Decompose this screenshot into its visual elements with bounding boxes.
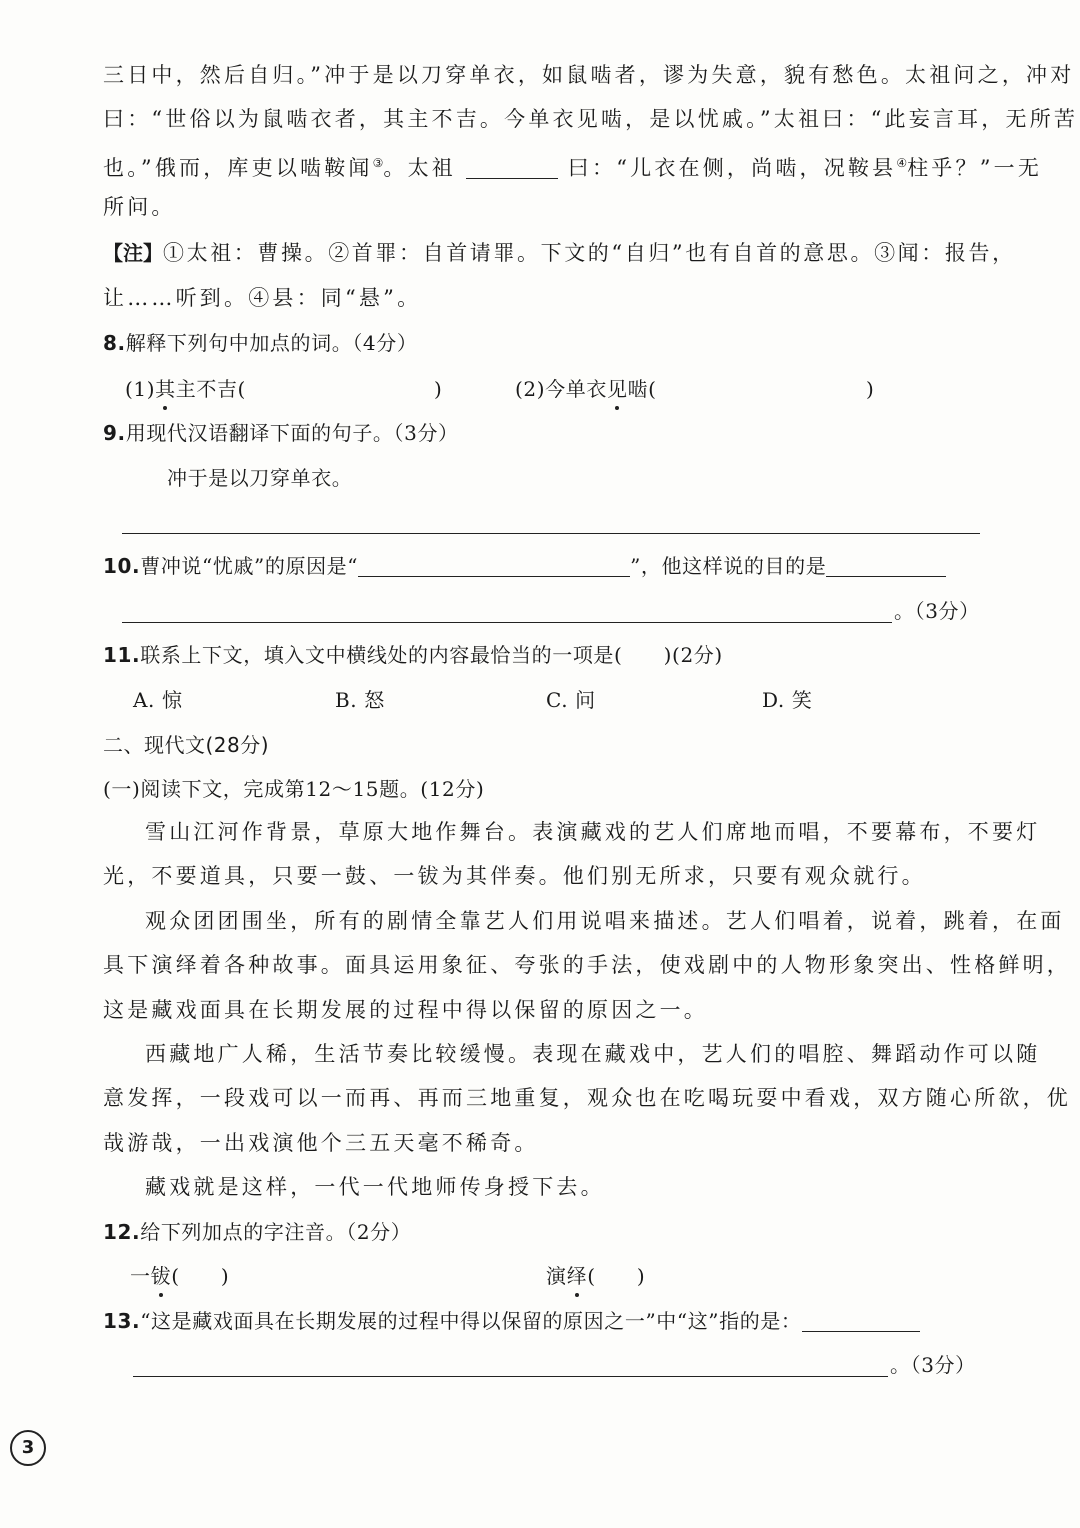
option-d[interactable]: D. 笑 [762,688,813,712]
q8-item1-close: ) [434,377,443,401]
q8-item2-close: ) [866,377,875,401]
passage1-line2: 曰：“世俗以为鼠啮衣者，其主不吉。今单衣见啮，是以忧戚。”太祖曰：“此妄言耳，无所苦 [103,107,1079,131]
page-number: 3 [10,1430,46,1466]
question-12-text: 给下列加点的字注音。（2分） [140,1220,412,1244]
option-b[interactable]: B. 怒 [335,688,385,712]
footnote-ref-3: ③ [372,156,384,170]
q8-item1-post: 主不吉( [175,377,246,401]
q12-item1-pre: 一 [130,1264,151,1288]
passage1-fill-blank[interactable] [466,156,558,179]
question-10-number: 10. [103,554,141,578]
passage2-p2-line3: 这是藏戏面具在长期发展的过程中得以保留的原因之一。 [103,998,708,1022]
passage1-line1: 三日中，然后自归。”冲于是以刀穿单衣，如鼠啮者，谬为失意，貌有愁色。太祖问之，冲对 [103,63,1075,87]
question-13-text: “这是藏戏面具在长期发展的过程中得以保留的原因之一”中“这”指的是： [140,1309,802,1333]
section2-title: 二、现代文(28分) [103,733,270,757]
passage2-p2-line1: 观众团团围坐，所有的剧情全靠艺人们用说唱来描述。艺人们唱着，说着，跳着，在面 [145,909,1065,933]
q8-item1-dotted: 其 [155,374,176,404]
question-10-text-a: 曹冲说“忧戚”的原因是“ [140,554,359,578]
passage1-line3 [103,148,1043,180]
question-11 [103,640,983,670]
note-label: 【注】 [103,241,163,265]
footnote-ref-4: ④ [896,156,908,170]
q13-blank[interactable] [802,1309,920,1332]
q10-blank-purpose[interactable] [826,554,946,577]
q8-item1-pre: (1) [125,377,156,401]
q8-item2-dotted: 见 [607,374,628,404]
note-text1: ①太祖：曹操。②首罪：自首请罪。下文的“自归”也有自首的意思。③闻：报告， [163,241,1016,265]
question-9-number: 9. [103,421,126,445]
passage1-line4: 所问。 [103,195,176,219]
question-11-number: 11. [103,643,141,667]
passage1-line3d: 柱乎？”一无 [907,156,1043,180]
passage2-p2-line2: 具下演绎着各种故事。面具运用象征、夸张的手法，使戏剧中的人物形象突出、性格鲜明， [103,953,1071,977]
question-12-number: 12. [103,1220,141,1244]
q10-answer-line[interactable] [122,622,892,623]
question-13 [103,1306,983,1336]
question-13-points: 。（3分） [890,1353,976,1377]
q9-answer-line[interactable] [122,533,980,534]
note-line2: 让……听到。④县：同“悬”。 [103,286,422,310]
question-8-text: 解释下列句中加点的词。（4分） [125,331,418,355]
question-8-item2 [515,374,815,404]
question-9 [103,418,983,448]
section2-subtitle: (一)阅读下文，完成第12～15题。(12分) [103,777,485,801]
q12-item1-dotted: 钹 [151,1261,172,1291]
q13-answer-line[interactable] [133,1376,888,1377]
question-11-text: 联系上下文，填入文中横线处的内容最恰当的一项是( )(2分) [140,643,723,667]
question-9-sentence: 冲于是以刀穿单衣。 [167,466,353,490]
passage2-p1-line2: 光，不要道具，只要一鼓、一钹为其伴奏。他们别无所求，只要有观众就行。 [103,864,926,888]
q8-item2-post: 啮( [627,377,657,401]
passage2-p1-line1: 雪山江河作背景，草原大地作舞台。表演藏戏的艺人们席地而唱，不要幕布，不要灯 [145,820,1041,844]
question-10-text-b: ”，他这样说的目的是 [630,554,827,578]
option-a[interactable]: A. 惊 [133,688,183,712]
q12-item1 [130,1261,330,1291]
question-13-number: 13. [103,1309,141,1333]
passage1-line3b: 。太祖 [383,156,457,180]
question-8-number: 8. [103,331,126,355]
q8-item2-pre: (2)今单衣 [515,377,607,401]
question-10 [103,551,983,581]
option-c[interactable]: C. 问 [546,688,596,712]
question-8 [103,328,983,358]
q10-blank-reason[interactable] [358,554,630,577]
passage2-p3-line2: 意发挥，一段戏可以一而再、再而三地重复，观众也在吃喝玩耍中看戏，双方随心所欲，优 [103,1086,1071,1110]
q12-item2-dotted: 绎 [567,1261,588,1291]
q12-item2-post: ( ) [587,1264,646,1288]
passage2-p3-line1: 西藏地广人稀，生活节奏比较缓慢。表现在藏戏中，艺人们的唱腔、舞蹈动作可以随 [145,1042,1041,1066]
note-line1 [103,238,1016,268]
passage2-p4: 藏戏就是这样，一代一代地师传身授下去。 [145,1175,605,1199]
q12-item1-post: ( ) [171,1264,230,1288]
q12-item2 [546,1261,746,1291]
passage1-line3a: 也。”俄而，库吏以啮鞍闻 [103,156,373,180]
passage2-p3-line3: 哉游哉，一出戏演他个三五天毫不稀奇。 [103,1131,539,1155]
question-10-points: 。（3分） [894,599,980,623]
passage1-line3c: 曰：“儿衣在侧，尚啮，况鞍县 [567,156,897,180]
q12-item2-pre: 演 [546,1264,567,1288]
question-12 [103,1217,983,1247]
question-9-text: 用现代汉语翻译下面的句子。（3分） [125,421,459,445]
